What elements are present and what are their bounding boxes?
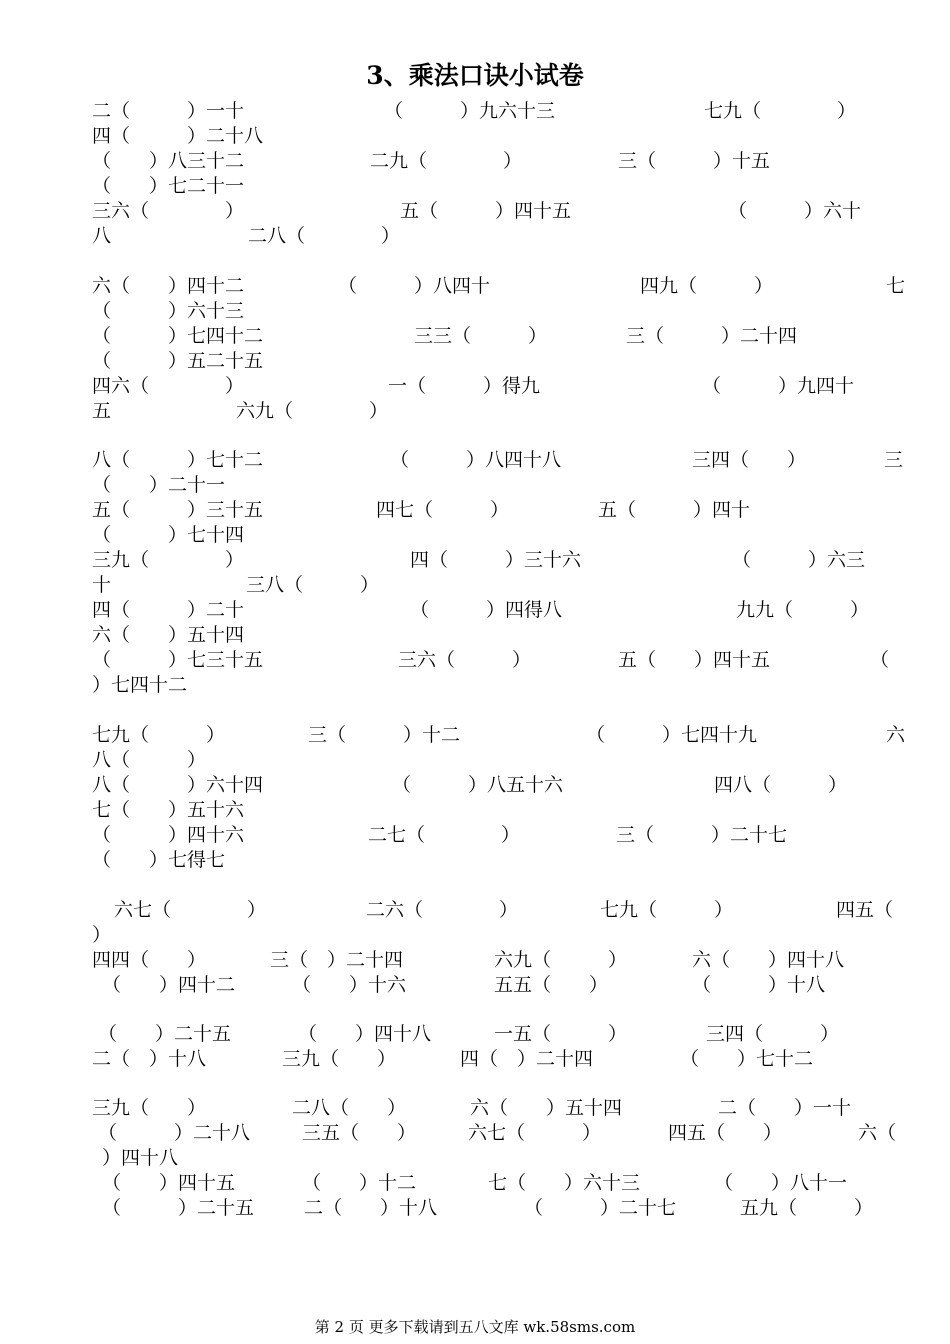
question-cell: （ ）八三十二 xyxy=(92,150,245,172)
question-cell: 五（ ）四十五 xyxy=(618,649,771,671)
question-cell: 三 xyxy=(884,449,904,471)
question-cell: （ ）二十一 xyxy=(92,474,226,496)
question-cell: 二（ ）十八 xyxy=(92,1048,207,1070)
question-cell: （ ）二十五 xyxy=(98,1023,232,1045)
question-cell: 四八（ ） xyxy=(714,774,848,796)
question-cell: 七 xyxy=(886,275,906,297)
question-cell: 六九（ ） xyxy=(494,949,628,971)
question-line xyxy=(92,149,912,174)
question-line xyxy=(92,973,912,998)
question-cell: 四五（ ） xyxy=(668,1122,783,1144)
question-cell: 四五（ xyxy=(836,899,894,921)
question-cell: 六（ ）四十八 xyxy=(692,949,845,971)
question-cell: （ ）七十四 xyxy=(92,524,245,546)
question-line xyxy=(92,748,912,773)
question-line xyxy=(92,1146,912,1171)
question-line xyxy=(92,673,912,698)
question-cell: 二（ ）一十 xyxy=(92,100,245,122)
question-cell: （ ）七得七 xyxy=(92,849,226,871)
question-cell: 七九（ ） xyxy=(92,724,226,746)
question-line xyxy=(92,174,912,199)
question-cell: （ ）八十一 xyxy=(714,1172,848,1194)
question-cell: 十 xyxy=(92,574,112,596)
question-cell: （ ）九四十 xyxy=(702,375,855,397)
question-cell: 三（ ）二十七 xyxy=(616,824,788,846)
question-line xyxy=(92,648,912,673)
question-cell: 九九（ ） xyxy=(736,599,870,621)
question-cell: 五（ ）四十五 xyxy=(400,200,572,222)
question-cell: 三三（ ） xyxy=(414,325,548,347)
question-cell: 四七（ ） xyxy=(376,499,510,521)
question-cell: 三六（ ） xyxy=(398,649,532,671)
question-line xyxy=(92,573,912,598)
question-cell: 二七（ ） xyxy=(368,824,521,846)
question-cell: （ ）十二 xyxy=(302,1172,417,1194)
question-cell: （ ）十六 xyxy=(292,974,407,996)
question-line xyxy=(92,498,912,523)
question-cell: ）七四十二 xyxy=(92,674,188,696)
question-line xyxy=(92,773,912,798)
question-cell: 三六（ ） xyxy=(92,200,245,222)
question-line xyxy=(92,548,912,573)
question-cell: （ ）八五十六 xyxy=(392,774,564,796)
question-cell: （ ）十八 xyxy=(692,974,826,996)
question-cell: 五九（ ） xyxy=(740,1197,874,1219)
question-line xyxy=(92,1196,912,1221)
question-cell: 二（ ）十八 xyxy=(304,1197,438,1219)
question-cell: 七九（ ） xyxy=(600,899,734,921)
question-line xyxy=(92,898,912,923)
question-cell: 三九（ ） xyxy=(92,1097,207,1119)
question-cell: 三八（ ） xyxy=(246,574,380,596)
question-cell: 三九（ ） xyxy=(92,549,245,571)
question-cell: 二（ ）一十 xyxy=(718,1097,852,1119)
question-cell: 六 xyxy=(886,724,906,746)
question-line xyxy=(92,623,912,648)
question-cell: 四四（ ） xyxy=(92,949,207,971)
page-footer: 第 2 页 更多下载请到五八文库 wk.58sms.com xyxy=(314,1318,636,1336)
question-cell: 三九（ ） xyxy=(282,1048,397,1070)
question-cell: 三五（ ） xyxy=(302,1122,417,1144)
question-cell: 七九（ ） xyxy=(704,100,857,122)
question-line xyxy=(92,349,912,374)
question-cell: ） xyxy=(92,924,112,946)
question-cell: （ ）四十二 xyxy=(102,974,236,996)
question-line xyxy=(92,199,912,224)
question-line xyxy=(92,99,912,124)
question-cell: （ ）二十五 xyxy=(102,1197,255,1219)
question-line xyxy=(92,1171,912,1196)
question-line xyxy=(92,1121,912,1146)
question-cell: （ ）七三十五 xyxy=(92,649,264,671)
question-cell: 四（ ）二十四 xyxy=(460,1048,594,1070)
question-cell: 六（ ）四十二 xyxy=(92,275,245,297)
question-line xyxy=(92,324,912,349)
question-cell: 八 xyxy=(92,225,112,247)
question-line xyxy=(92,1096,912,1121)
question-line xyxy=(92,798,912,823)
question-cell: 五（ ）四十 xyxy=(598,499,751,521)
question-cell: （ ）五二十五 xyxy=(92,350,264,372)
question-cell: 七（ ）五十六 xyxy=(92,799,245,821)
question-cell: 六（ ）五十四 xyxy=(470,1097,623,1119)
question-cell: 五 xyxy=(92,400,112,422)
question-line xyxy=(92,473,912,498)
question-line xyxy=(92,823,912,848)
question-cell: 二八（ ） xyxy=(292,1097,407,1119)
question-cell: （ ）九六十三 xyxy=(384,100,556,122)
question-cell: 四（ ）二十八 xyxy=(92,125,264,147)
question-line xyxy=(92,723,912,748)
question-cell: 八（ ） xyxy=(92,749,207,771)
question-cell: （ ）六十 xyxy=(728,200,862,222)
question-cell: （ ）四十八 xyxy=(298,1023,432,1045)
question-cell: （ ）四十五 xyxy=(102,1172,236,1194)
question-cell: 四九（ ） xyxy=(640,275,774,297)
question-cell: （ ）七十二 xyxy=(680,1048,814,1070)
question-cell: 六九（ ） xyxy=(236,400,389,422)
question-cell: （ ）六三 xyxy=(732,549,866,571)
question-cell: 一五（ ） xyxy=(494,1023,628,1045)
question-cell: 五（ ）三十五 xyxy=(92,499,264,521)
question-line xyxy=(92,598,912,623)
question-cell: （ ）七四十二 xyxy=(92,325,264,347)
page-title: 3、乘法口诀小试卷 xyxy=(366,61,584,90)
question-cell: 四（ ）三十六 xyxy=(410,549,582,571)
question-cell: 八（ ）七十二 xyxy=(92,449,264,471)
question-cell: 六（ xyxy=(858,1122,897,1144)
question-cell: 三（ ）二十四 xyxy=(270,949,404,971)
question-cell: 七（ ）六十三 xyxy=(488,1172,641,1194)
question-cell: 六七（ ） xyxy=(468,1122,602,1144)
question-cell: 三（ ）十五 xyxy=(618,150,771,172)
question-line xyxy=(92,224,912,249)
question-cell: （ ）七二十一 xyxy=(92,175,245,197)
question-cell: 三（ ）十二 xyxy=(308,724,461,746)
question-cell: 一（ ）得九 xyxy=(388,375,541,397)
question-cell: （ ）八四十 xyxy=(338,275,491,297)
question-cell: ）四十八 xyxy=(102,1147,179,1169)
question-line xyxy=(92,124,912,149)
question-cell: 二八（ ） xyxy=(248,225,401,247)
question-cell: 三四（ ） xyxy=(692,449,807,471)
question-cell: 四六（ ） xyxy=(92,375,245,397)
question-cell: （ ）二十七 xyxy=(524,1197,677,1219)
question-cell: （ ）二十八 xyxy=(98,1122,251,1144)
question-line xyxy=(92,299,912,324)
question-line xyxy=(92,948,912,973)
question-cell: 二六（ ） xyxy=(366,899,519,921)
question-line xyxy=(92,274,912,299)
question-line xyxy=(92,399,912,424)
question-cell: 六七（ ） xyxy=(114,899,267,921)
question-cell: 三四（ ） xyxy=(706,1023,840,1045)
question-line xyxy=(92,523,912,548)
question-line xyxy=(92,1047,912,1072)
question-cell: 二九（ ） xyxy=(370,150,523,172)
question-cell: （ ）四得八 xyxy=(410,599,563,621)
question-line xyxy=(92,923,912,948)
question-cell: 六（ ）五十四 xyxy=(92,624,245,646)
question-cell: 四（ ）二十 xyxy=(92,599,245,621)
question-cell: （ ）八四十八 xyxy=(390,449,562,471)
question-cell: （ ）七四十九 xyxy=(586,724,758,746)
question-cell: 八（ ）六十四 xyxy=(92,774,264,796)
question-cell: 五五（ ） xyxy=(494,974,609,996)
question-cell: （ ）六十三 xyxy=(92,300,245,322)
question-cell: （ ）四十六 xyxy=(92,824,245,846)
question-cell: （ xyxy=(870,649,890,671)
question-cell: 三（ ）二十四 xyxy=(626,325,798,347)
question-line xyxy=(92,848,912,873)
question-line xyxy=(92,448,912,473)
question-line xyxy=(92,1022,912,1047)
question-line xyxy=(92,374,912,399)
